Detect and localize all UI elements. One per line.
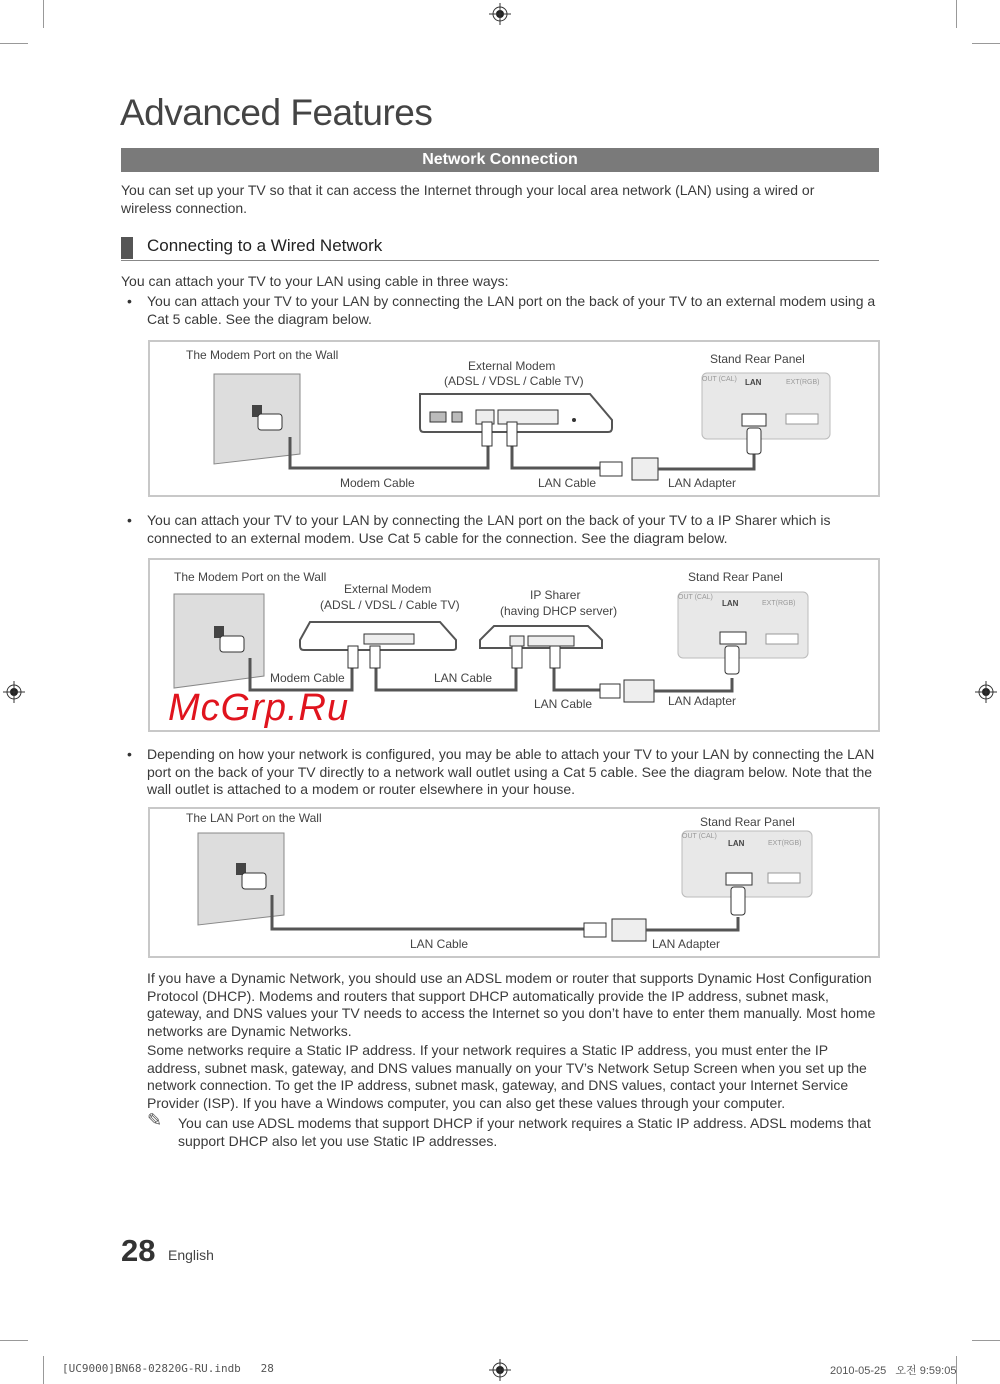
paragraph-dynamic-network: If you have a Dynamic Network, you should use an ADSL modem or router that supports Dynamic Host Configuration Protocol (DHCP). Modems and routers that support DHCP automatically provide the IP address, subnet mask, gateway, and DNS values your TV needs to access the Internet so you don’t have to enter them manually. Most home networks are Dynamic Networks. bbox=[147, 970, 876, 1039]
intro-text: You can set up your TV so that it can access the Internet through your local area network (LAN) using a wired or wireless connection. bbox=[121, 182, 815, 216]
port-out: OUT (CAL) bbox=[682, 833, 717, 840]
label-lan-cable: LAN Cable bbox=[538, 476, 597, 490]
label-modem-sub: (ADSL / VDSL / Cable TV) bbox=[444, 374, 584, 388]
paragraph-static-ip: Some networks require a Static IP address. If your network requires a Static IP address, you must enter the IP address, subnet mask, gateway, and DNS values manually on your TV’s Network Setup Screen when you set up the network connection. To get the IP address, subnet mask, gateway, and DNS values, contact your Internet Service Provider (ISP). If you have a Windows computer, you can also get these values through your computer. bbox=[147, 1042, 867, 1111]
port-lan: LAN bbox=[722, 599, 739, 608]
bullet-dot: • bbox=[127, 746, 132, 762]
label-lan-cable: LAN Cable bbox=[434, 671, 493, 685]
label-lan-adapter: LAN Adapter bbox=[668, 694, 737, 708]
label-lan-cable: LAN Cable bbox=[534, 697, 593, 711]
registration-mark-icon bbox=[3, 681, 25, 703]
label-wall-port: The LAN Port on the Wall bbox=[186, 811, 322, 825]
label-wall-port: The Modem Port on the Wall bbox=[174, 570, 327, 584]
diagram-wall-lan-connection bbox=[148, 807, 880, 958]
footer-timestamp: 2010-05-25 오전 9:59:05 bbox=[830, 1365, 957, 1377]
label-ip-sharer: IP Sharer bbox=[530, 588, 581, 602]
heading-marker bbox=[121, 237, 133, 259]
crop-mark bbox=[972, 43, 1000, 44]
page-language: English bbox=[168, 1247, 214, 1263]
label-ip-sharer-sub: (having DHCP server) bbox=[500, 604, 618, 618]
port-ext: EXT(RGB) bbox=[786, 379, 820, 386]
section-heading: Connecting to a Wired Network bbox=[147, 236, 383, 255]
crop-mark bbox=[43, 1356, 44, 1384]
label-modem-sub: (ADSL / VDSL / Cable TV) bbox=[320, 598, 460, 612]
label-modem: External Modem bbox=[344, 582, 432, 596]
label-modem-cable: Modem Cable bbox=[340, 476, 415, 490]
label-rear-panel: Stand Rear Panel bbox=[688, 570, 783, 584]
port-ext: EXT(RGB) bbox=[768, 840, 802, 847]
section-banner: Network Connection bbox=[121, 148, 879, 172]
footer-file: [UC9000]BN68-02820G-RU.indb 28 bbox=[62, 1362, 274, 1375]
bullet-dot: • bbox=[127, 512, 132, 528]
port-out: OUT (CAL) bbox=[678, 594, 713, 601]
label-rear-panel: Stand Rear Panel bbox=[700, 815, 795, 829]
crop-mark bbox=[43, 0, 44, 28]
note-text: You can use ADSL modems that support DHCP if your network requires a Static IP address. ADSL modems that support DHCP also let you use Static IP addresses. bbox=[178, 1115, 871, 1149]
registration-mark-icon bbox=[489, 3, 511, 25]
port-lan: LAN bbox=[728, 839, 745, 848]
bullet-text: Depending on how your network is configured, you may be able to attach your TV to your LAN by connecting the LAN port on the back of your TV directly to a network wall outlet using a Cat 5 cable. See the diagram below. Note that the wall outlet is attached to a modem or router elsewhere in your house. bbox=[147, 746, 875, 798]
label-rear-panel: Stand Rear Panel bbox=[710, 352, 805, 366]
port-out: OUT (CAL) bbox=[702, 376, 737, 383]
crop-mark bbox=[972, 1340, 1000, 1341]
page-number: 28 bbox=[121, 1233, 156, 1268]
port-lan: LAN bbox=[745, 378, 762, 387]
heading-rule bbox=[121, 260, 879, 261]
label-lan-adapter: LAN Adapter bbox=[652, 937, 721, 951]
registration-mark-icon bbox=[975, 681, 997, 703]
bullet-dot: • bbox=[127, 293, 132, 309]
pencil-note-icon: ✎ bbox=[147, 1110, 163, 1130]
label-wall-port: The Modem Port on the Wall bbox=[186, 348, 339, 362]
section-lead: You can attach your TV to your LAN using cable in three ways: bbox=[121, 273, 509, 289]
crop-mark bbox=[956, 0, 957, 28]
bullet-text: You can attach your TV to your LAN by connecting the LAN port on the back of your TV to an external modem using a Cat 5 cable. See the diagram below. bbox=[147, 293, 876, 327]
port-ext: EXT(RGB) bbox=[762, 600, 796, 607]
label-modem-cable: Modem Cable bbox=[270, 671, 345, 685]
registration-mark-icon bbox=[489, 1359, 511, 1381]
chapter-title: Advanced Features bbox=[120, 92, 433, 133]
label-lan-adapter: LAN Adapter bbox=[668, 476, 737, 490]
crop-mark bbox=[0, 1340, 28, 1341]
watermark: McGrp.Ru bbox=[168, 687, 350, 729]
label-modem: External Modem bbox=[468, 359, 556, 373]
label-lan-cable: LAN Cable bbox=[410, 937, 469, 951]
diagram-modem-connection bbox=[148, 340, 880, 497]
crop-mark bbox=[0, 43, 28, 44]
bullet-text: You can attach your TV to your LAN by connecting the LAN port on the back of your TV to a IP Sharer which is connected to an external modem. Use Cat 5 cable for the connection. See the diagram below. bbox=[147, 512, 831, 546]
